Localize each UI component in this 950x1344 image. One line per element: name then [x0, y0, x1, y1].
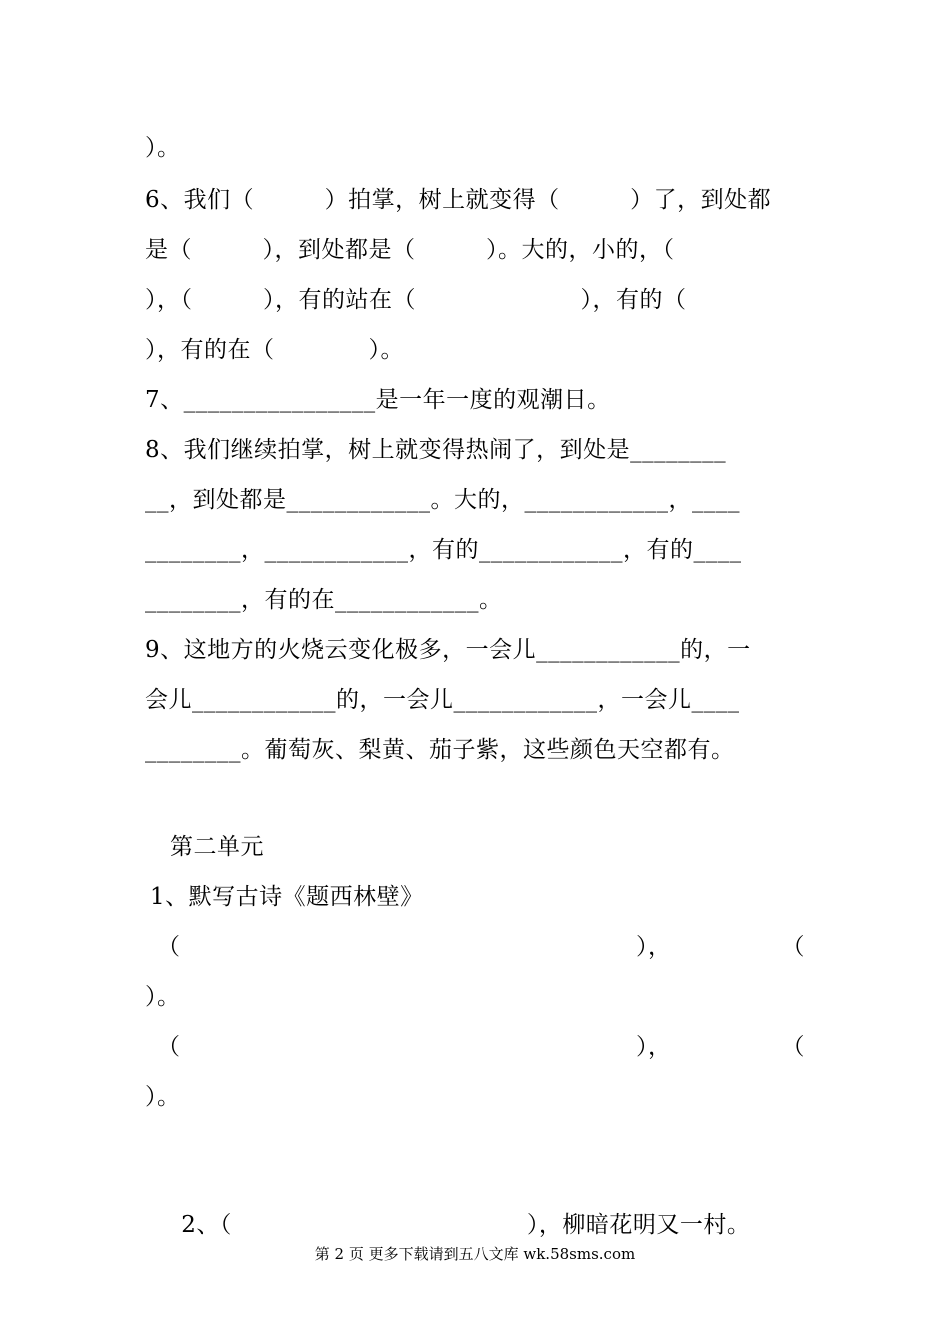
- poem-row-2: [157, 1032, 805, 1062]
- text-line: ），（ ），有的站在（ ），有的（: [145, 287, 687, 313]
- bracket-open: （: [781, 934, 805, 960]
- text-line: 9、这地方的火烧云变化极多，一会儿____________的，一: [145, 637, 751, 663]
- text-line: 7、________________是一年一度的观潮日。: [145, 387, 611, 413]
- poem-row-1: [157, 932, 805, 962]
- bracket-close: ），: [636, 1034, 672, 1060]
- text-line: __，到处都是____________。大的，____________，____: [145, 487, 740, 513]
- text-line: ________。葡萄灰、梨黄、茄子紫，这些颜色天空都有。: [145, 737, 735, 763]
- bracket-open: （: [781, 1034, 805, 1060]
- poem-row-1-end: ）。: [145, 984, 181, 1010]
- bracket-open: （: [157, 1034, 181, 1060]
- text-line: 8、我们继续拍掌，树上就变得热闹了，到处是________: [145, 437, 727, 463]
- row-right: [636, 1032, 805, 1062]
- bracket-open: （: [157, 934, 181, 960]
- question-2-close: ），柳暗花明又一村。: [526, 1212, 751, 1238]
- page-footer: 第 2 页 更多下载请到五八文库 wk.58sms.com: [314, 1245, 636, 1263]
- question-1-label: 1、默写古诗《题西林壁》: [150, 884, 424, 910]
- text-line: ________，有的在____________。: [145, 587, 503, 613]
- text-line: 会儿____________的，一会儿____________，一会儿____: [145, 687, 740, 713]
- poem-row-2-end: ）。: [145, 1084, 181, 1110]
- text-line: ）。: [145, 135, 181, 161]
- question-2-open: 2、（: [181, 1212, 232, 1238]
- row-right: [636, 932, 805, 962]
- unit-title: 第二单元: [170, 834, 264, 860]
- text-line: 6、我们（ ）拍掌，树上就变得（ ）了，到处都: [145, 187, 772, 213]
- text-line: ），有的在（ ）。: [145, 337, 404, 363]
- text-line: 是（ ），到处都是（ ）。大的，小的，（: [145, 237, 675, 263]
- text-line: ________，____________，有的____________，有的____: [145, 537, 742, 563]
- bracket-close: ），: [636, 934, 672, 960]
